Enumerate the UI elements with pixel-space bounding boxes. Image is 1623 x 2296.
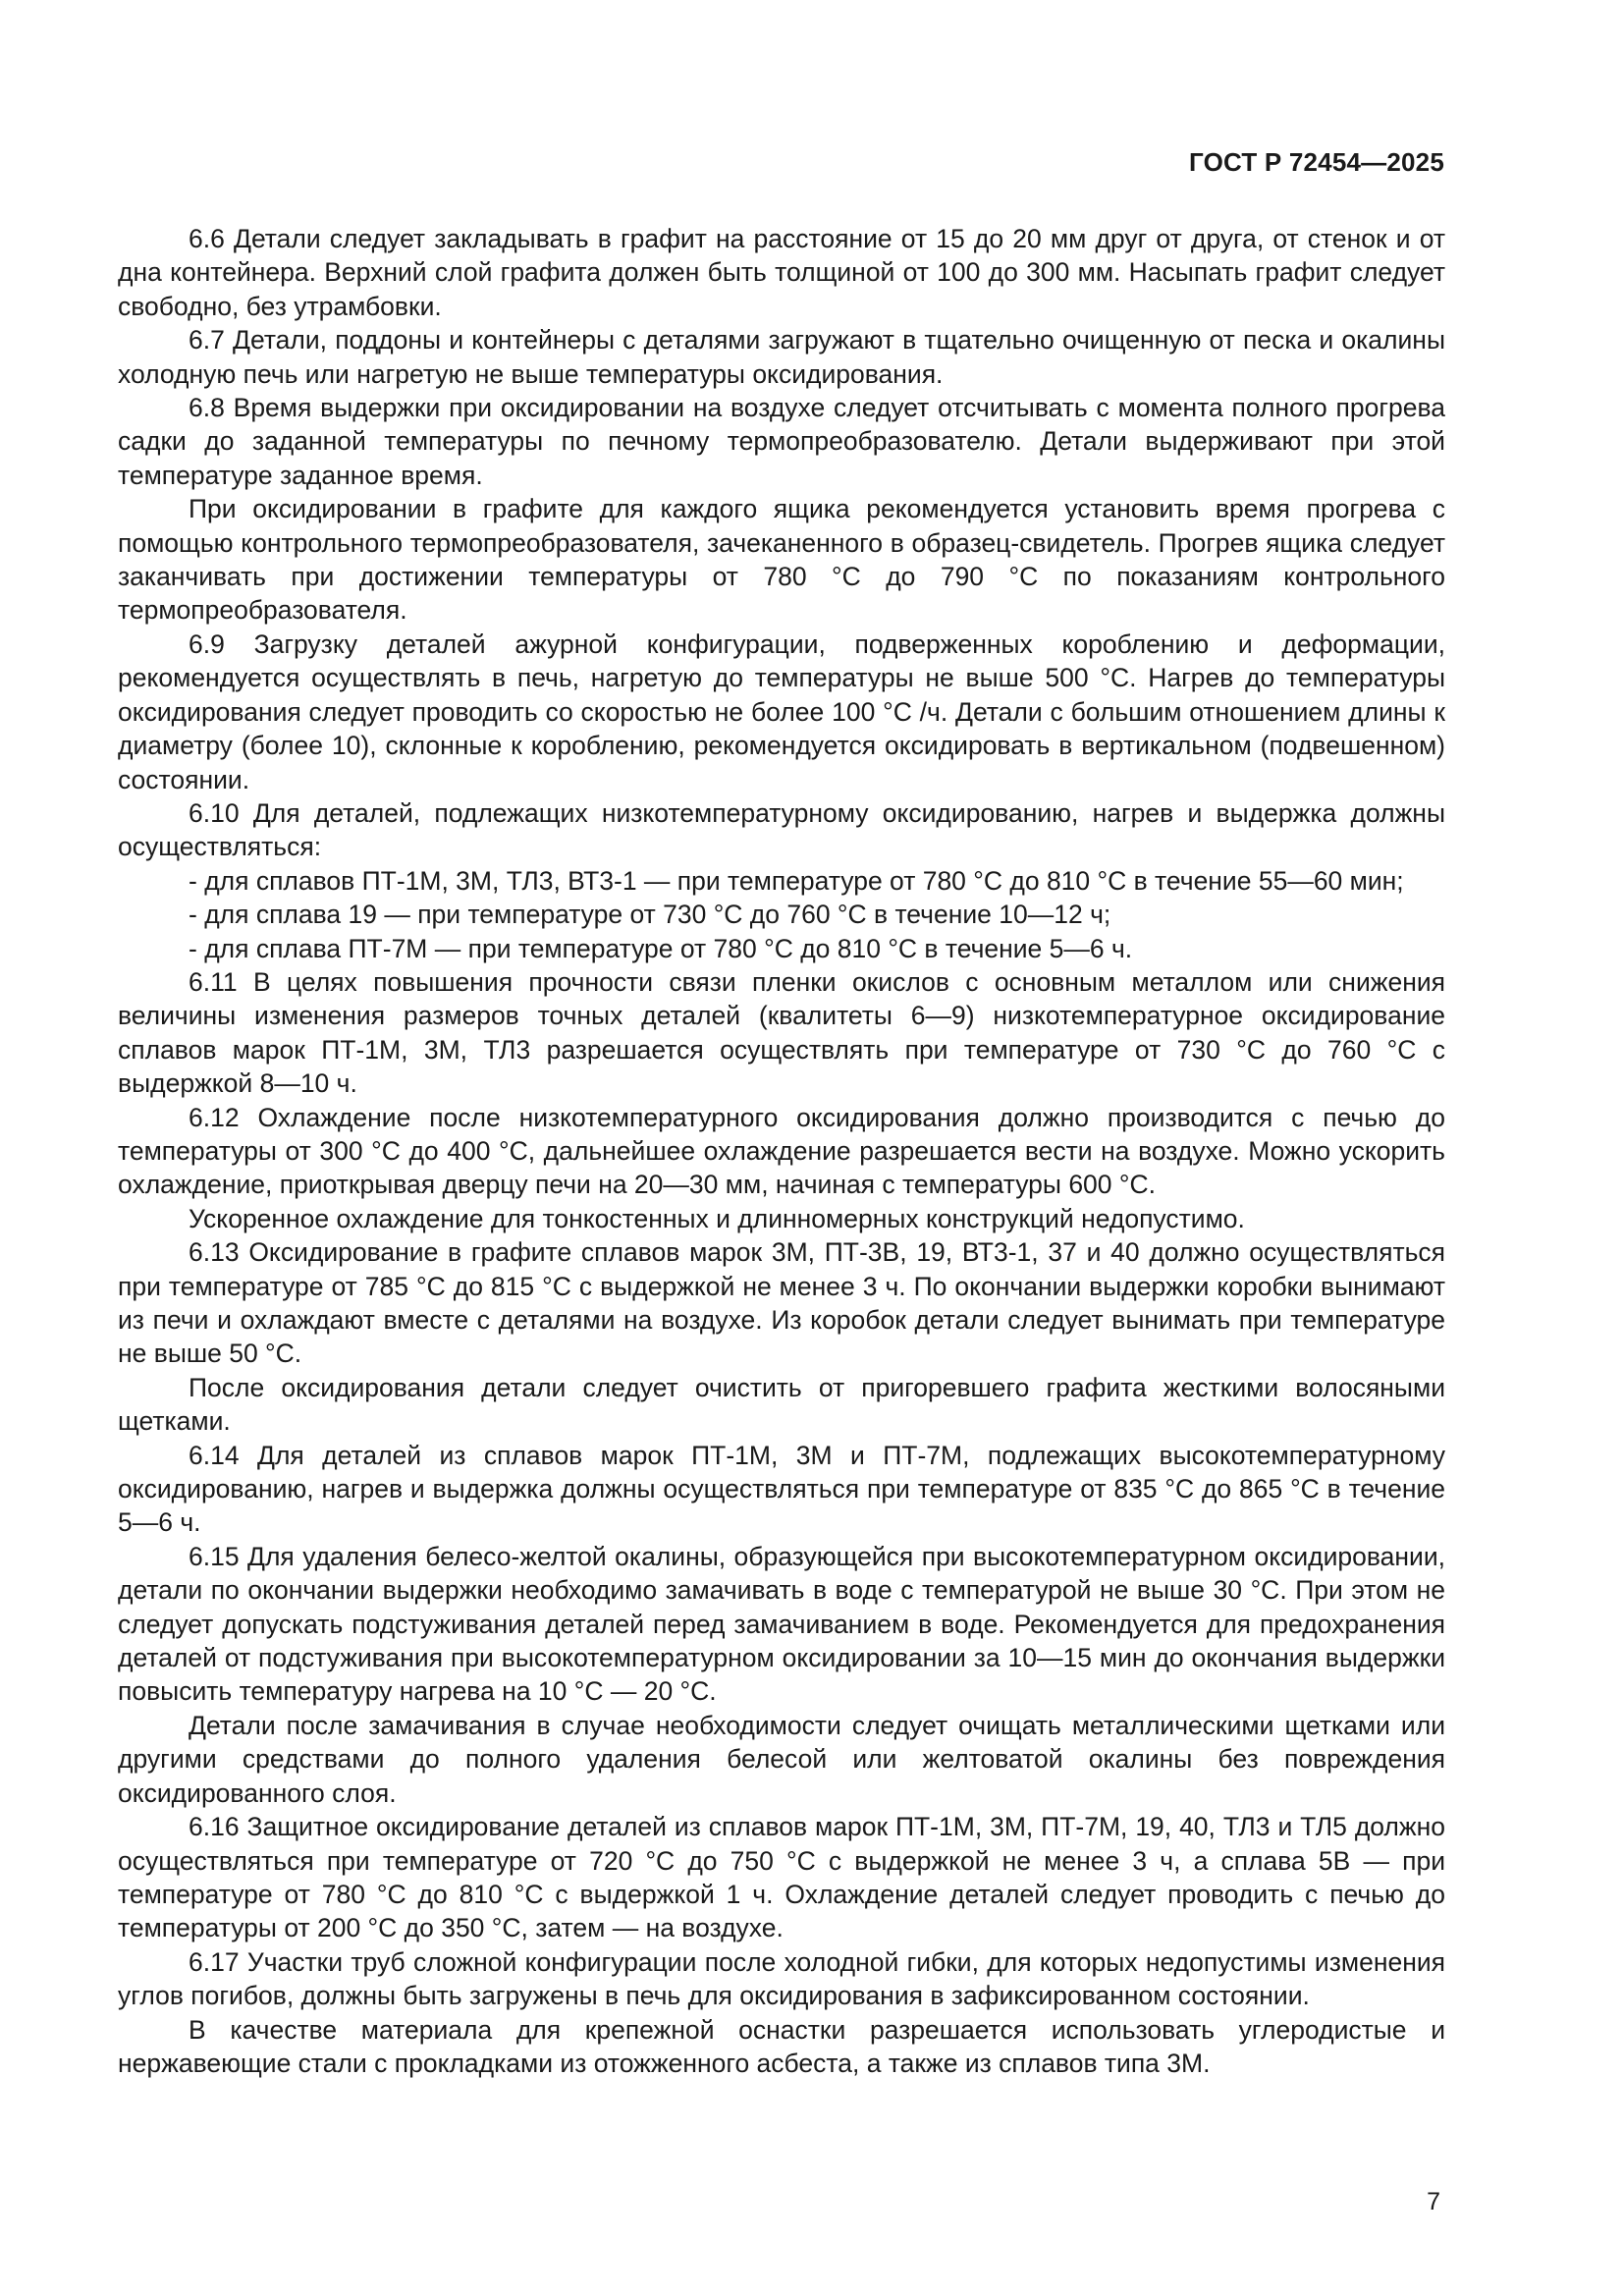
list-item: - для сплава ПТ-7М — при температуре от 780 °С до 810 °С в течение 5—6 ч. [118,932,1445,965]
paragraph-6-6: 6.6 Детали следует закладывать в графит на расстояние от 15 до 20 мм друг от друга, от стенок и от дна контейнера. Верхний слой графита должен быть толщиной от 100 до 300 мм. Насыпать графит следует свободно, без утрамбовки. [118,224,1445,321]
paragraph-6-10: 6.10 Для деталей, подлежащих низкотемпературному оксидированию, нагрев и выдержка должны осуществляться: [118,797,1445,862]
document-body [118,222,1445,2080]
list-item: - для сплава 19 — при температуре от 730 °С до 760 °С в течение 10—12 ч; [118,898,1445,931]
paragraph-6-12: 6.12 Охлаждение после низкотемпературного оксидирования должно производится с печью до температуры от 300 °С до 400 °С, дальнейшее охлаждение разрешается вести на воздухе. Можно ускорить охлаждение, приоткрывая дверцу печи на 20—30 мм, начиная с температуры 600 °С. [118,1102,1445,1200]
paragraph-6-11: 6.11 В целях повышения прочности связи пленки окислов с основным металлом или снижения величины изменения размеров точных деталей (квалитеты 6—9) низкотемпературное оксидирование сплавов марок ПТ-1М, 3М, ТЛ3 разрешается осуществлять при температуре от 730 °С до 760 °С с выдержкой 8—10 ч. [118,966,1445,1099]
list-item: - для сплавов ПТ-1М, 3М, ТЛ3, ВТ3-1 — при температуре от 780 °С до 810 °С в течение 55—60 мин; [118,864,1445,898]
paragraph-6-12-continued: Ускоренное охлаждение для тонкостенных и длинномерных конструкций недопустимо. [189,1203,1245,1233]
paragraph-6-13: 6.13 Оксидирование в графите сплавов марок 3М, ПТ-3В, 19, ВТ3-1, 37 и 40 должно осуществляться при температуре от 785 °С до 815 °С с выдержкой не менее 3 ч. По окончании выдержки коробки вынимают из печи и охлаждают вместе с деталями на воздухе. Из коробок детали следует вынимать при температуре не выше 50 °С. [118,1237,1445,1369]
paragraph-6-8-continued: При оксидировании в графите для каждого ящика рекомендуется установить время прогрева с помощью контрольного термопреобразователя, зачеканенного в образец-свидетель. Прогрев ящика следует заканчивать при достижении температуры от 780 °С до 790 °С по показаниям контрольного термопреобразователя. [118,494,1445,626]
paragraph-6-13-continued: После оксидирования детали следует очистить от пригоревшего графита жесткими волосяными щетками. [118,1372,1445,1437]
paragraph-6-16: 6.16 Защитное оксидирование деталей из сплавов марок ПТ-1М, 3М, ПТ-7М, 19, 40, ТЛ3 и ТЛ5 должно осуществляться при температуре от 720 °С до 750 °С с выдержкой не менее 3 ч, а сплава 5В — при температуре от 780 °С до 810 °С с выдержкой 1 ч. Охлаждение деталей следует проводить с печью до температуры от 200 °С до 350 °С, затем — на воздухе. [118,1812,1445,1943]
paragraph-6-17: 6.17 Участки труб сложной конфигурации после холодной гибки, для которых недопустимы изменения углов погибов, должны быть загружены в печь для оксидирования в зафиксированном состоянии. [118,1946,1445,2011]
document-code: ГОСТ Р 72454—2025 [1189,147,1444,177]
paragraph-6-17-continued: В качестве материала для крепежной оснастки разрешается использовать углеродистые и нержавеющие стали с прокладками из отожженного асбеста, а также из сплавов типа 3М. [118,2014,1445,2078]
paragraph-6-14: 6.14 Для деталей из сплавов марок ПТ-1М, 3М и ПТ-7М, подлежащих высокотемпературному оксидированию, нагрев и выдержка должны осуществляться при температуре от 835 °С до 865 °С в течение 5—6 ч. [118,1440,1445,1538]
page-number: 7 [1427,2188,1440,2215]
paragraph-6-7: 6.7 Детали, поддоны и контейнеры с деталями загружают в тщательно очищенную от песка и окалины холодную печь или нагретую не выше температуры оксидирования. [118,325,1445,389]
paragraph-6-15-continued: Детали после замачивания в случае необходимости следует очищать металлическими щетками или другими средствами до полного удаления белесой или желтоватой окалины без повреждения оксидированного слоя. [118,1710,1445,1808]
paragraph-6-9: 6.9 Загрузку деталей ажурной конфигурации, подверженных короблению и деформации, рекомендуется осуществлять в печь, нагретую до температуры не выше 500 °С. Нагрев до температуры оксидирования следует проводить со скоростью не более 100 °С /ч. Детали с большим отношением длины к диаметру (более 10), склонные к короблению, рекомендуется оксидировать в вертикальном (подвешенном) состоянии. [118,629,1445,794]
alloy-list [118,864,1445,965]
paragraph-6-15: 6.15 Для удаления белесо-желтой окалины, образующейся при высокотемпературном оксидировании, детали по окончании выдержки необходимо замачивать в воде с температурой не выше 30 °С. При этом не следует допускать подстуживания деталей перед замачиванием в воде. Рекомендуется для предохранения деталей от подстуживания при высокотемпературном оксидировании за 10—15 мин до окончания выдержки повысить температуру нагрева на 10 °С — 20 °С. [118,1541,1445,1707]
paragraph-6-8: 6.8 Время выдержки при оксидировании на воздухе следует отсчитывать с момента полного прогрева садки до заданной температуры по печному термопреобразователю. Детали выдерживают при этой температуре заданное время. [118,393,1445,490]
